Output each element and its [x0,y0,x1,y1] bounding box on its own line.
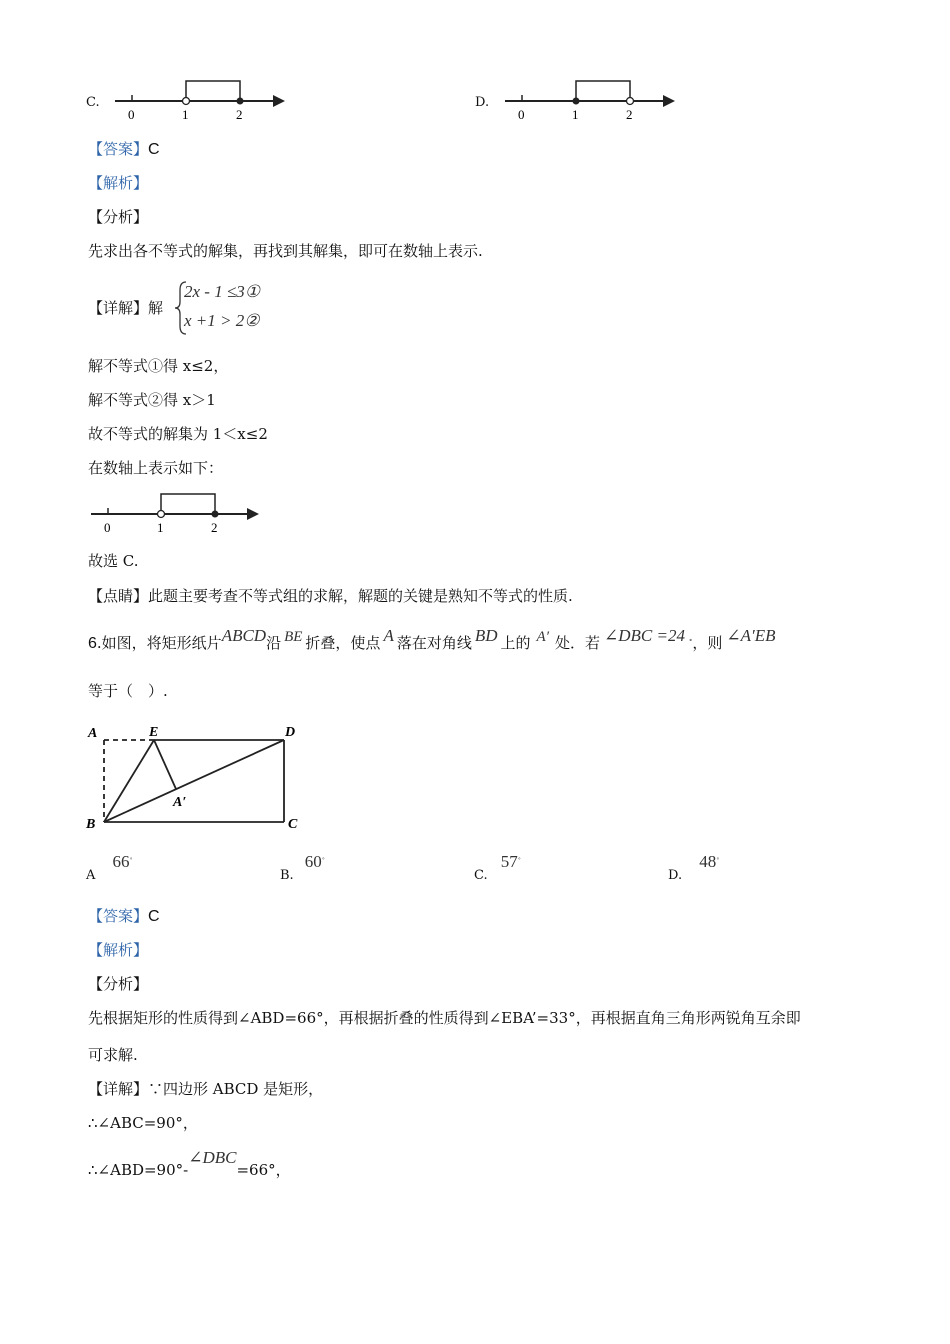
option-c-label: C. [86,95,100,110]
label-d: D [285,725,296,740]
math-a: A [383,626,394,645]
q5-fenxi-text: 先求出各不等式的解集，再找到其解集，即可在数轴上表示. [88,242,483,260]
axis-arrow [273,95,285,107]
tick-label-2: 2 [626,107,633,122]
open-point-1 [183,98,190,105]
option-letter: C. [474,868,488,883]
tick-label-0: 0 [518,107,525,122]
q6-option-b: $_{B.}$ 60∘ [280,852,326,883]
option-value: 66 [112,852,130,871]
math-angle-dbc-2: ∠DBC [188,1148,237,1167]
number-line-option-d [500,76,680,124]
tick-label-1: 1 [157,520,164,535]
detail-3-text-a: ∴∠ABD=90°- [88,1161,189,1179]
q6-analysis-tag: 【解析】 [88,941,149,959]
open-point-1 [158,511,165,518]
closed-point-1 [573,98,580,105]
q6-option-c: $_{C.}$ 57∘ [474,852,522,883]
closed-point-2 [212,511,219,518]
q6-detail-2: ∴∠ABC=90°， [88,1114,198,1132]
q6-stem-end: 等于（ ）. [88,682,168,700]
axis-arrow [663,95,675,107]
q5-step-4: 在数轴上表示如下： [88,459,224,477]
math-be: BE [284,629,303,645]
label-b: B [86,817,96,832]
answer-tag: 【答案】 [88,907,149,925]
q6-option-d: $_{D.}$ 48∘ [668,852,720,883]
q6-fenxi-line-1: 先根据矩形的性质得到∠ABD=66°，再根据折叠的性质得到∠EBA’=33°，再根据直角三角形两锐角互余即 [88,1009,801,1027]
q6-fenxi-line-2: 可求解. [88,1046,138,1064]
tick-label-0: 0 [104,520,111,535]
q5-step-1: 解不等式①得 x≤2， [88,357,229,375]
label-c: C [288,817,298,832]
math-bd: BD [474,626,498,645]
tick-label-1: 1 [182,107,189,122]
option-d-label: D. [475,95,490,110]
q6-fenxi-tag: 【分析】 [88,975,149,993]
q6-text-7: ，则 [692,634,723,652]
q6-answer-line [88,906,160,927]
option-letter: A [86,868,96,883]
closed-point-2 [237,98,244,105]
math-angle-aeb: ∠A′EB [726,626,776,645]
q5-answer-line [88,139,160,160]
axis-arrow [247,508,259,520]
q6-text-1: .如图，将矩形纸片 [96,634,222,652]
tick-label-2: 2 [211,520,218,535]
q5-choose: 故选 C. [88,552,139,570]
label-e: E [149,725,159,740]
option-letter: D. [668,868,683,883]
interval-bracket [161,494,215,514]
label-a-prime: A′ [173,795,187,810]
rectangle-fold-figure [84,720,304,835]
q5-fenxi-tag: 【分析】 [88,208,149,226]
option-value: 57 [500,852,518,871]
detail-3-text-b: =66°， [236,1161,291,1179]
q6-detail-1: 【详解】∵四边形 ABCD 是矩形， [88,1080,324,1098]
q6-text-4: 落在对角线 [396,634,472,652]
q6-text-2: 沿 [266,634,282,652]
inequality-2: x +1 > 2② [184,311,260,330]
q6-text-6: 处．若 [554,634,600,652]
q5-dianjing: 【点睛】此题主要考查不等式组的求解，解题的关键是熟知不等式的性质. [88,587,573,605]
math-angle-dbc: ∠DBC =24 [604,626,685,645]
q6-text-5: 上的 [500,634,531,652]
inequality-1: 2x - 1 ≤3① [184,282,261,301]
q5-analysis-tag: 【解析】 [88,174,149,192]
answer-value: C [148,908,160,925]
math-abcd: ABCD [221,626,267,645]
segment-ea-prime [154,740,176,789]
q5-step-2: 解不等式②得 x＞1 [88,391,216,409]
option-value: 60 [304,852,322,871]
number-line-option-c [110,76,290,124]
diagonal-bd [104,740,284,822]
q6-option-a: $_A$ 66∘ [86,852,133,883]
q6-detail-3 [88,1148,291,1180]
tick-label-1: 1 [572,107,579,122]
number-line-solution [88,488,268,536]
option-value: 48 [699,852,717,871]
tick-label-0: 0 [128,107,135,122]
answer-value: C [148,141,160,158]
q6-stem: 6.如图，将矩形纸片ABCD沿 BE 折叠，使点 A 落在对角线 BD 上的 A′ 处．若 ∠DBC =24 ∘，则 ∠A′EB [88,626,776,652]
tick-label-2: 2 [236,107,243,122]
math-a-prime: A′ [536,629,549,645]
q5-detail-tag: 【详解】解 [88,299,164,317]
answer-tag: 【答案】 [88,140,149,158]
open-point-2 [627,98,634,105]
option-letter: B. [280,868,294,883]
label-a: A [88,726,98,741]
interval-bracket [186,81,240,101]
q6-text-3: 折叠，使点 [305,634,381,652]
interval-bracket [576,81,630,101]
q6-number: 6 [88,635,97,652]
q5-step-3: 故不等式的解集为 1＜x≤2 [88,425,268,443]
